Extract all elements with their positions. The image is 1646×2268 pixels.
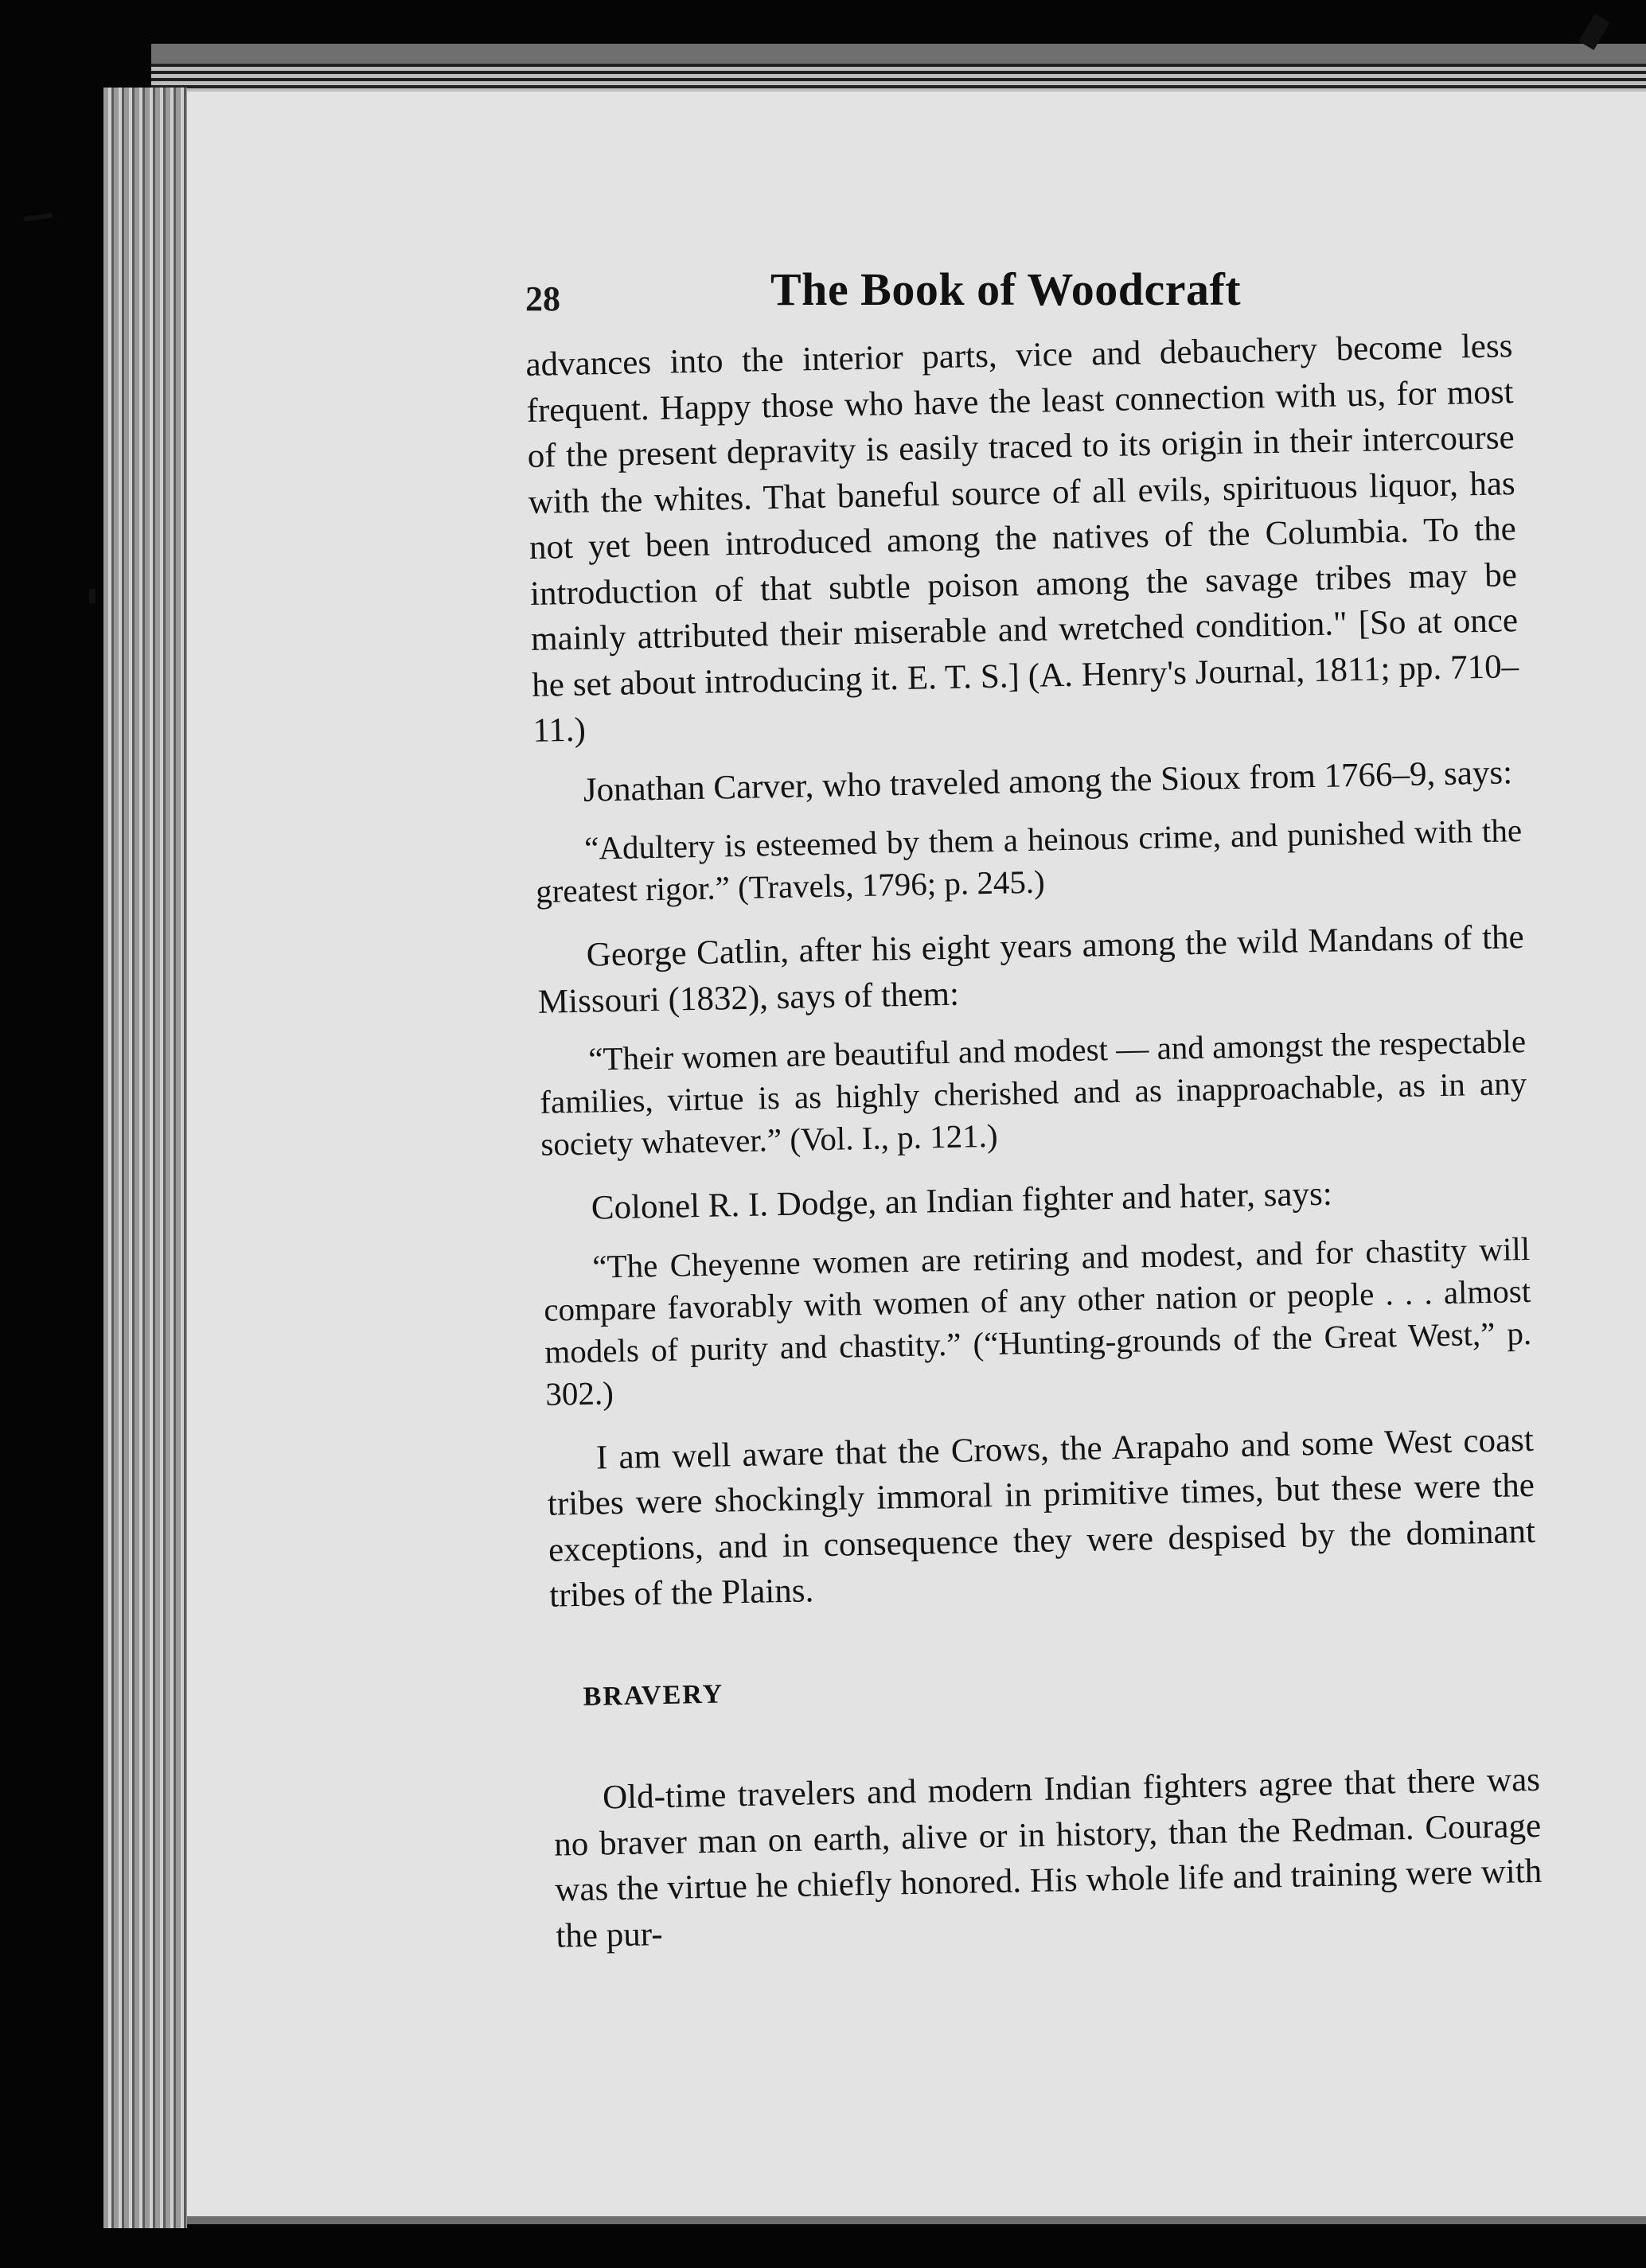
paragraph: George Catlin, after his eight years among the wild Mandans of the Missouri (1832), says of them: bbox=[537, 918, 1525, 1021]
page-number: 28 bbox=[525, 279, 560, 318]
scan-speck bbox=[24, 213, 53, 222]
section-heading: BRAVERY bbox=[583, 1679, 724, 1712]
page-body bbox=[525, 323, 1543, 1958]
paragraph: I am well aware that the Crows, the Arapaho and some West coast tribes were shockingly immoral in primitive times, but these were the exceptions, and in consequence they were despised by the dominant tribes of the Plains. bbox=[547, 1420, 1536, 1615]
paragraph: Old-time travelers and modern Indian fighters agree that there was no braver man on earth, alive or in history, than the Redman. Courage was the virtue he chiefly honored. His whole life and training were with the pur- bbox=[553, 1760, 1543, 1955]
block-quote: “Their women are beautiful and modest — and amongst the respectable families, virtue is as highly cherished and as inapproachable, as in any society whatever.” (Vol. I., p. 121.) bbox=[539, 1023, 1527, 1163]
paragraph: advances into the interior parts, vice and debauchery become less frequent. Happy those who have the least connection with us, for most of the present depravity is easily traced to its origin in their intercourse with the whites. That baneful source of all evils, spirituous liquor, has not yet been introduced among the natives of the Columbia. To the introduction of that subtle poison among the savage tribes may be mainly attributed their miserable and wretched condition." [So at once he set about introducing it. E. T. S.] (A. Henry's Journal, 1811; pp. 710–11.) bbox=[525, 327, 1519, 750]
block-quote: “The Cheyenne women are retiring and modest, and for chastity will compare favorably with women of any other nation or people . . . almost models of purity and chastity.” (“Hunting-grounds of the Great West,” p. 302.) bbox=[543, 1229, 1532, 1413]
page-edges-left bbox=[103, 88, 187, 2228]
block-quote: “Adultery is esteemed by them a heinous crime, and punished with the greatest rigor.” (Travels, 1796; p. 245.) bbox=[535, 812, 1523, 910]
paragraph: Colonel R. I. Dodge, an Indian fighter and hater, says: bbox=[591, 1175, 1333, 1227]
page-edges-top bbox=[151, 64, 1646, 95]
paragraph: Jonathan Carver, who traveled among the Sioux from 1766–9, says: bbox=[583, 753, 1513, 809]
scan-speck bbox=[89, 589, 96, 603]
page-header bbox=[0, 263, 1646, 326]
running-title: The Book of Woodcraft bbox=[770, 263, 1242, 315]
